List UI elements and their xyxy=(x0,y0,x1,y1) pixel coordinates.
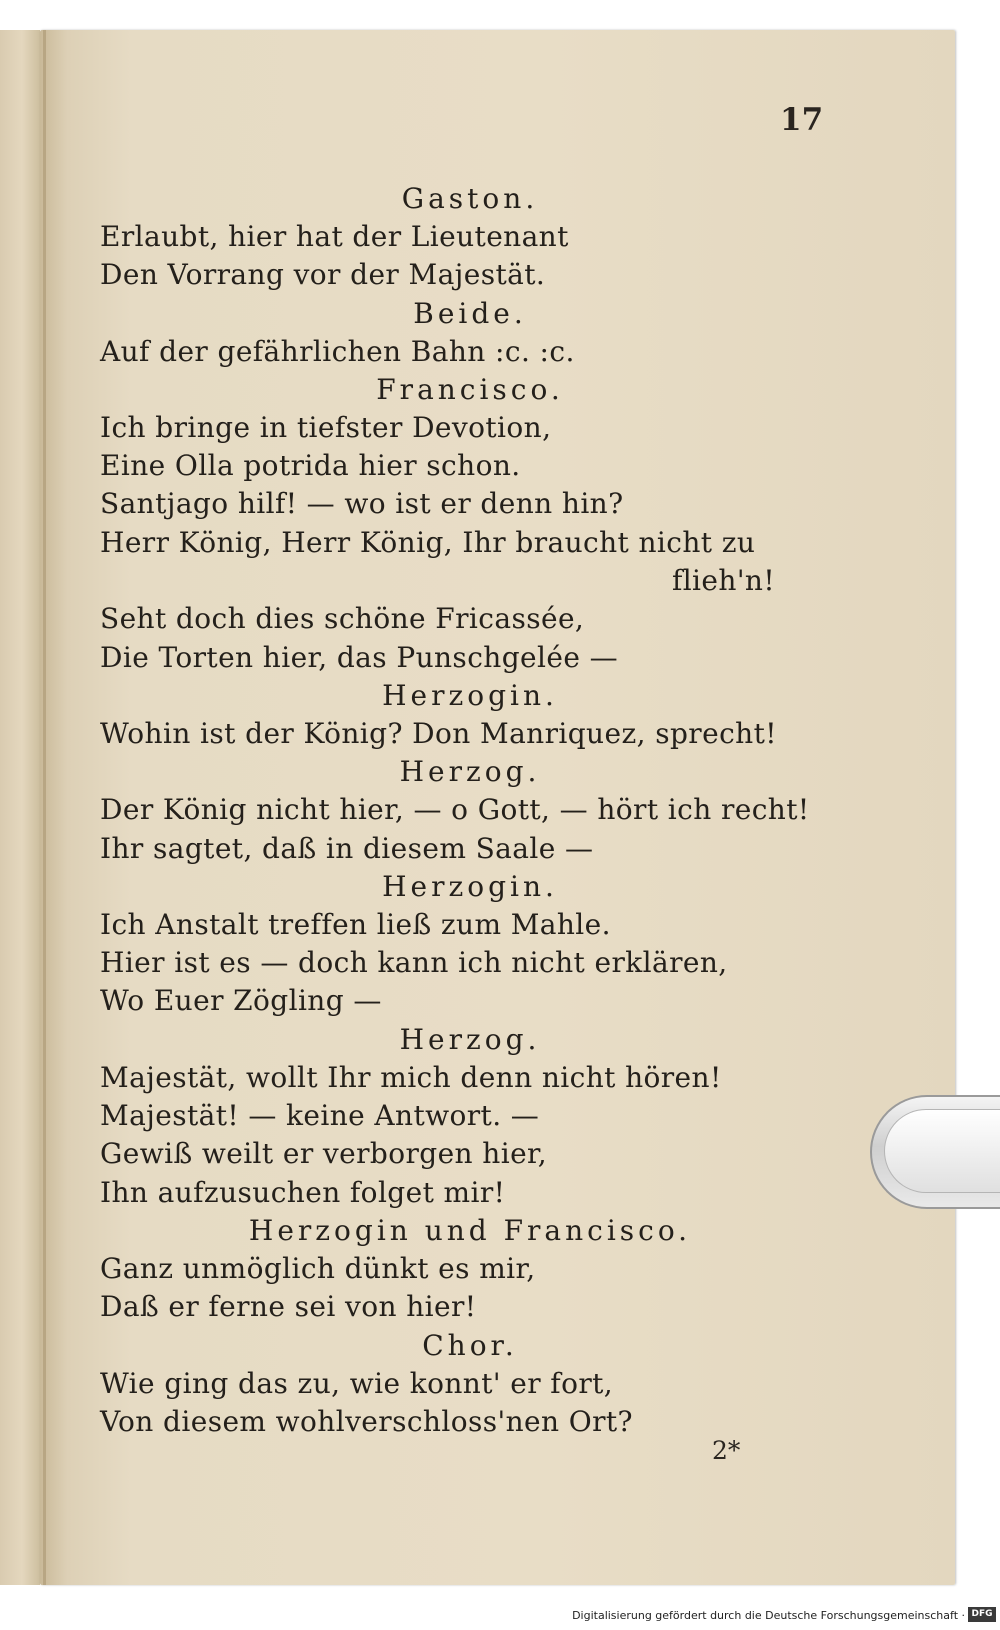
verse-line: Wie ging das zu, wie konnt' er fort, xyxy=(100,1366,614,1400)
verse-line: Ihr sagtet, daß in diesem Saale — xyxy=(100,831,594,865)
page-clip-inner xyxy=(884,1109,1000,1193)
verse-line: Ich Anstalt treffen ließ zum Mahle. xyxy=(100,907,611,941)
verse-line: Eine Olla potrida hier schon. xyxy=(100,449,521,483)
verse-line: Majestät, wollt Ihr mich denn nicht hören! xyxy=(100,1060,722,1094)
speaker-name: Herzogin. xyxy=(382,869,558,903)
verse-line: Ihn aufzusuchen folget mir! xyxy=(100,1175,506,1209)
printer-signature: 2* xyxy=(712,1436,741,1465)
speaker-name: Herzogin und Francisco. xyxy=(248,1213,692,1247)
speaker-name: Beide. xyxy=(413,296,527,330)
verse-line: Ich bringe in tiefster Devotion, xyxy=(100,410,552,444)
verse-line: Von diesem wohlverschloss'nen Ort? xyxy=(100,1404,633,1438)
libretto-text xyxy=(100,180,840,1441)
verse-line: Gewiß weilt er verborgen hier, xyxy=(100,1137,548,1171)
speaker-name: Chor. xyxy=(422,1328,518,1362)
page-clip xyxy=(870,1095,1000,1209)
speaker-name: Herzog. xyxy=(399,1022,541,1056)
dfg-logo: DFG xyxy=(968,1607,996,1622)
page-gutter xyxy=(43,30,46,1585)
speaker-name: Francisco. xyxy=(376,372,564,406)
verse-line: Ganz unmöglich dünkt es mir, xyxy=(100,1251,536,1285)
verse-line: Wo Euer Zögling — xyxy=(100,984,382,1018)
verse-line: Der König nicht hier, — o Gott, — hört ich recht! xyxy=(100,793,810,827)
speaker-name: Herzogin. xyxy=(382,678,558,712)
verse-line: Herr König, Herr König, Ihr braucht nicht zu xyxy=(100,525,756,559)
verse-line: Hier ist es — doch kann ich nicht erklären, xyxy=(100,946,728,980)
page-number: 17 xyxy=(780,102,824,138)
verse-line: Die Torten hier, das Punschgelée — xyxy=(100,640,619,674)
verse-line: Santjago hilf! — wo ist er denn hin? xyxy=(100,487,624,521)
verse-line: Wohin ist der König? Don Manriquez, sprecht! xyxy=(100,716,777,750)
verse-line: Majestät! — keine Antwort. — xyxy=(100,1099,540,1133)
verse-line: Auf der gefährlichen Bahn :c. :c. xyxy=(100,334,575,368)
verse-line: flieh'n! xyxy=(671,564,775,598)
digitization-credit: Digitalisierung gefördert durch die Deutsche Forschungsgemeinschaft · xyxy=(572,1609,965,1622)
verse-line: Den Vorrang vor der Majestät. xyxy=(100,258,546,292)
speaker-name: Herzog. xyxy=(399,755,541,789)
verse-line: Daß er ferne sei von hier! xyxy=(100,1290,477,1324)
verse-line: Erlaubt, hier hat der Lieutenant xyxy=(100,220,569,253)
left-page-edge xyxy=(0,30,40,1585)
speaker-name: Gaston. xyxy=(401,182,539,215)
verse-line: Seht doch dies schöne Fricassée, xyxy=(100,602,585,636)
